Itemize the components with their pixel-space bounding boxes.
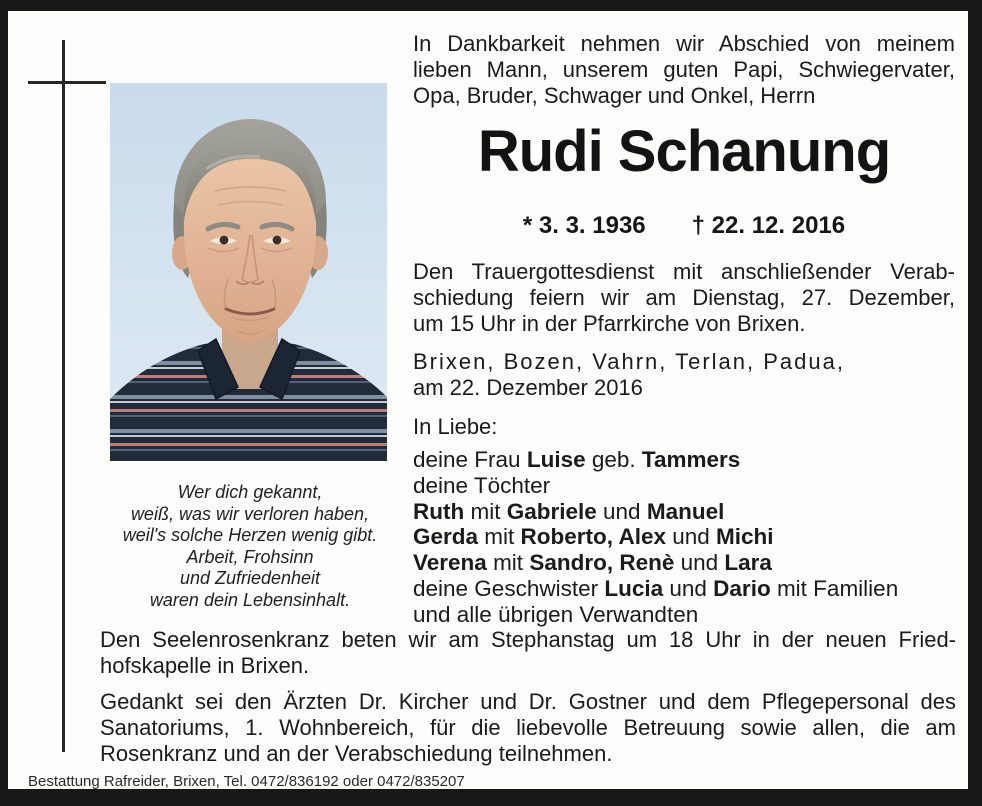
deceased-name: Rudi Schanung: [477, 119, 891, 184]
date-line: am 22. Dezember 2016: [413, 375, 643, 400]
death-date: † 22. 12. 2016: [691, 212, 846, 239]
family-list: [413, 447, 955, 628]
thanks-line: Sanatoriums, 1. Wohnbereich, für die liebevolle Betreuung sowie allen, die am: [100, 715, 956, 740]
rosary-line: hofskapelle in Brixen.: [100, 653, 310, 678]
family-line: Verena mit Sandro, Renè und Lara: [413, 550, 772, 576]
service-line: schiedung feiern wir am Dienstag, 27. Dezember,: [413, 285, 955, 310]
service-paragraph: [413, 259, 955, 337]
places-line: Brixen, Bozen, Vahrn, Terlan, Padua,: [413, 349, 845, 374]
memorial-poem: [96, 482, 404, 611]
family-line: deine Töchter: [413, 472, 551, 498]
poem-line: Wer dich gekannt,: [177, 482, 323, 502]
funeral-home-info: Bestattung Rafreider, Brixen, Tel. 0472/836192 oder 0472/835207: [28, 773, 465, 790]
memorial-cross-icon: [62, 40, 65, 752]
thanks-paragraph: [100, 689, 956, 767]
memorial-cross-icon: [28, 81, 106, 84]
birth-date: * 3. 3. 1936: [522, 212, 646, 239]
rosary-line: Den Seelenrosenkranz beten wir am Stephanstag um 18 Uhr in der neuen Fried-: [100, 627, 956, 652]
family-line: Gerda mit Roberto, Alex und Michi: [413, 524, 774, 550]
in-love-label: In Liebe:: [413, 414, 498, 439]
service-line: Den Trauergottesdienst mit anschließender Verab-: [413, 259, 955, 284]
poem-line: weil's solche Herzen wenig gibt.: [122, 525, 378, 545]
family-line: Ruth mit Gabriele und Manuel: [413, 498, 725, 524]
portrait-illustration: [110, 83, 387, 461]
poem-line: und Zufriedenheit: [179, 568, 321, 588]
family-line: deine Geschwister Lucia und Dario mit Familien: [413, 575, 899, 601]
intro-line: lieben Mann, unserem guten Papi, Schwiegervater,: [413, 57, 955, 82]
family-line: deine Frau Luise geb. Tammers: [413, 447, 741, 472]
intro-line: In Dankbarkeit nehmen wir Abschied von meinem: [413, 31, 955, 56]
intro-paragraph: [413, 31, 955, 109]
poem-line: weiß, was wir verloren haben,: [130, 503, 370, 524]
poem-line: Arbeit, Frohsinn: [186, 546, 314, 567]
service-line: um 15 Uhr in der Pfarrkirche von Brixen.: [413, 311, 806, 336]
portrait-photo: [110, 83, 387, 461]
poem-line: waren dein Lebensinhalt.: [149, 589, 351, 610]
life-dates: [413, 212, 955, 240]
rosary-paragraph: [100, 627, 956, 679]
places-dateline: [413, 349, 955, 401]
thanks-line: Rosenkranz und an der Verabschiedung teilnehmen.: [100, 741, 613, 766]
intro-line: Opa, Bruder, Schwager und Onkel, Herrn: [413, 83, 816, 108]
thanks-line: Gedankt sei den Ärzten Dr. Kircher und Dr. Gostner und dem Pflegepersonal des: [100, 689, 956, 714]
family-line: und alle übrigen Verwandten: [413, 601, 699, 627]
